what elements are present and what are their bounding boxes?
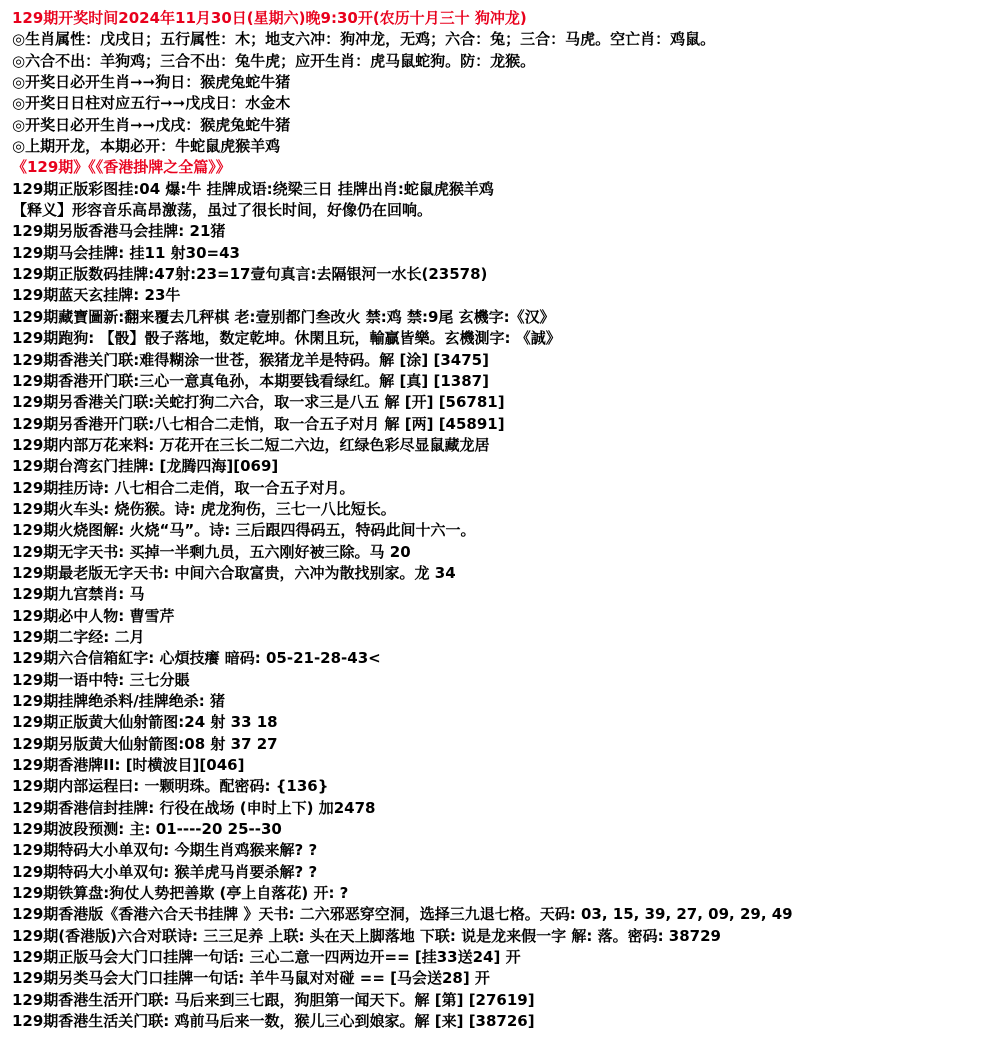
text-line: 129期正版黄大仙射箭图:24 射 33 18 [12, 713, 278, 732]
text-line: 129期正版马会大门口挂牌一句话: 三心二意一四两边开== [挂33送24] 开 [12, 948, 521, 967]
text-line: 129期一语中特: 三七分賬 [12, 670, 190, 689]
text-line: 129期另香港开门联:八七相合二走悄，取一合五子对月 解 [两] [45891] [12, 414, 505, 433]
text-line: 129期最老版无字天书: 中间六合取富贵，六冲为散找别家。龙 34 [12, 563, 456, 582]
text-line: 129期香港关门联:难得糊涂一世苍，猴猪龙羊是特码。解 [涂] [3475] [12, 350, 489, 369]
text-line: 129期无字天书: 买掉一半剩九员，五六刚好被三除。马 20 [12, 542, 411, 561]
text-line: 129期香港生活开门联: 马后来到三七跟，狗胆第一闻天下。解 [第] [27619] [12, 990, 535, 1009]
text-line: 129期香港牌II: [时横波目][046] [12, 756, 245, 775]
text-line: ◎开奖日必开生肖➞➞戊戌：猴虎兔蛇牛猪 [12, 115, 291, 134]
text-line: ◎上期开龙，本期必开：牛蛇鼠虎猴羊鸡 [12, 137, 281, 156]
text-line: 129期香港信封挂牌: 行役在战场 (申时上下) 加2478 [12, 798, 376, 817]
text-line: 129期特码大小单双句: 猴羊虎马肖要杀解? ? [12, 862, 318, 881]
text-line: 129期香港开门联:三心一意真龟孙，本期要钱看绿红。解 [真] [1387] [12, 371, 489, 390]
text-line: 129期藏寶圖新:翻来覆去几秤棋 老:壹别都门叁改火 禁:鸡 禁:9尾 玄機字:《汉》 [12, 307, 555, 326]
text-line: 129期另版香港马会挂牌: 21猪 [12, 222, 226, 241]
text-line: 129期挂历诗: 八七相合二走俏，取一合五子对月。 [12, 478, 355, 497]
text-line: 129期正版数码挂牌:47射:23=17壹句真言:去隔银河一水长(23578) [12, 265, 488, 284]
text-line: ◎生肖属性：戊戌日；五行属性：木；地支六冲：狗冲龙，无鸡；六合：兔；三合：马虎。空亡肖：鸡鼠。 [12, 30, 716, 49]
text-line: 129期另类马会大门口挂牌一句话: 羊牛马鼠对对碰 == [马会送28] 开 [12, 969, 490, 988]
text-line: 129期六合信箱紅字: 心煩技癢 暗码: 05-21-28-43< [12, 649, 381, 668]
text-line: 129期正版彩图挂:04 爆:牛 挂牌成语:绕梁三日 挂牌出肖:蛇鼠虎猴羊鸡 [12, 179, 494, 198]
text-line: 129期二字经: 二月 [12, 627, 145, 646]
text-line: 129期跑狗: 【骰】骰子落地，数定乾坤。休閑且玩，輸贏皆樂。玄機測字: 《誠》 [12, 329, 561, 348]
text-line: 129期特码大小单双句: 今期生肖鸡猴来解? ? [12, 841, 318, 860]
text-line: 129期台湾玄门挂牌: [龙腾四海][069] [12, 457, 279, 476]
text-line: ◎开奖日必开生肖➞➞狗日：猴虎兔蛇牛猪 [12, 73, 291, 92]
text-line: 129期马会挂牌: 挂11 射30=43 [12, 243, 240, 262]
text-line: 129期铁算盘:狗仗人势把善欺 (亭上自落花) 开: ? [12, 884, 349, 903]
text-line: 129期必中人物: 曹雪芹 [12, 606, 175, 625]
header-line: 《129期》《《香港掛牌之全篇》》 [12, 158, 231, 177]
text-line: 129期另香港关门联:关蛇打狗二六合，取一求三是八五 解 [开] [56781] [12, 393, 505, 412]
text-line: 129期内部运程曰: 一颗明珠。配密码: {136} [12, 777, 329, 796]
text-line: 129期内部万花来料: 万花开在三长二短二六边，红绿色彩尽显鼠藏龙居 [12, 435, 490, 454]
text-line: ◎开奖日日柱对应五行➞➞戊戌日：水金木 [12, 94, 291, 113]
text-line: 【释义】形容音乐高昂激荡，虽过了很长时间，好像仍在回响。 [12, 201, 433, 220]
text-line: 129期火车头: 烧伤猴。诗: 虎龙狗伤，三七一八比短长。 [12, 499, 396, 518]
text-line: ◎六合不出：羊狗鸡；三合不出：兔牛虎；应开生肖：虎马鼠蛇狗。防：龙猴。 [12, 51, 536, 70]
text-line: 129期另版黄大仙射箭图:08 射 37 27 [12, 734, 278, 753]
text-line: 129期蓝天玄挂牌: 23牛 [12, 286, 181, 305]
text-line: 129期(香港版)六合对联诗: 三三足养 上联: 头在天上脚落地 下联: 说是龙来假一字 解: 落。密码: 38729 [12, 926, 721, 945]
text-line: 129期火烧图解: 火烧“马”。诗: 三后跟四得码五，特码此间十六一。 [12, 521, 476, 540]
text-line: 129期波段预测: 主: 01----20 25--30 [12, 820, 282, 839]
text-line: 129期九宫禁肖: 马 [12, 585, 145, 604]
text-line: 129期挂牌绝杀料/挂牌绝杀: 猪 [12, 692, 226, 710]
header-line: 129期开奖时间2024年11月30日(星期六)晚9:30开(农历十月三十 狗冲龙) [12, 9, 527, 27]
text-line: 129期香港生活关门联: 鸡前马后来一数，猴儿三心到娘家。解 [来] [38726] [12, 1012, 535, 1031]
text-line: 129期香港版《香港六合天书挂牌 》天书: 二六邪恶穿空洞，选择三九退七格。天码: 03, 15, 39, 27, 09, 29, 49 [12, 905, 793, 924]
